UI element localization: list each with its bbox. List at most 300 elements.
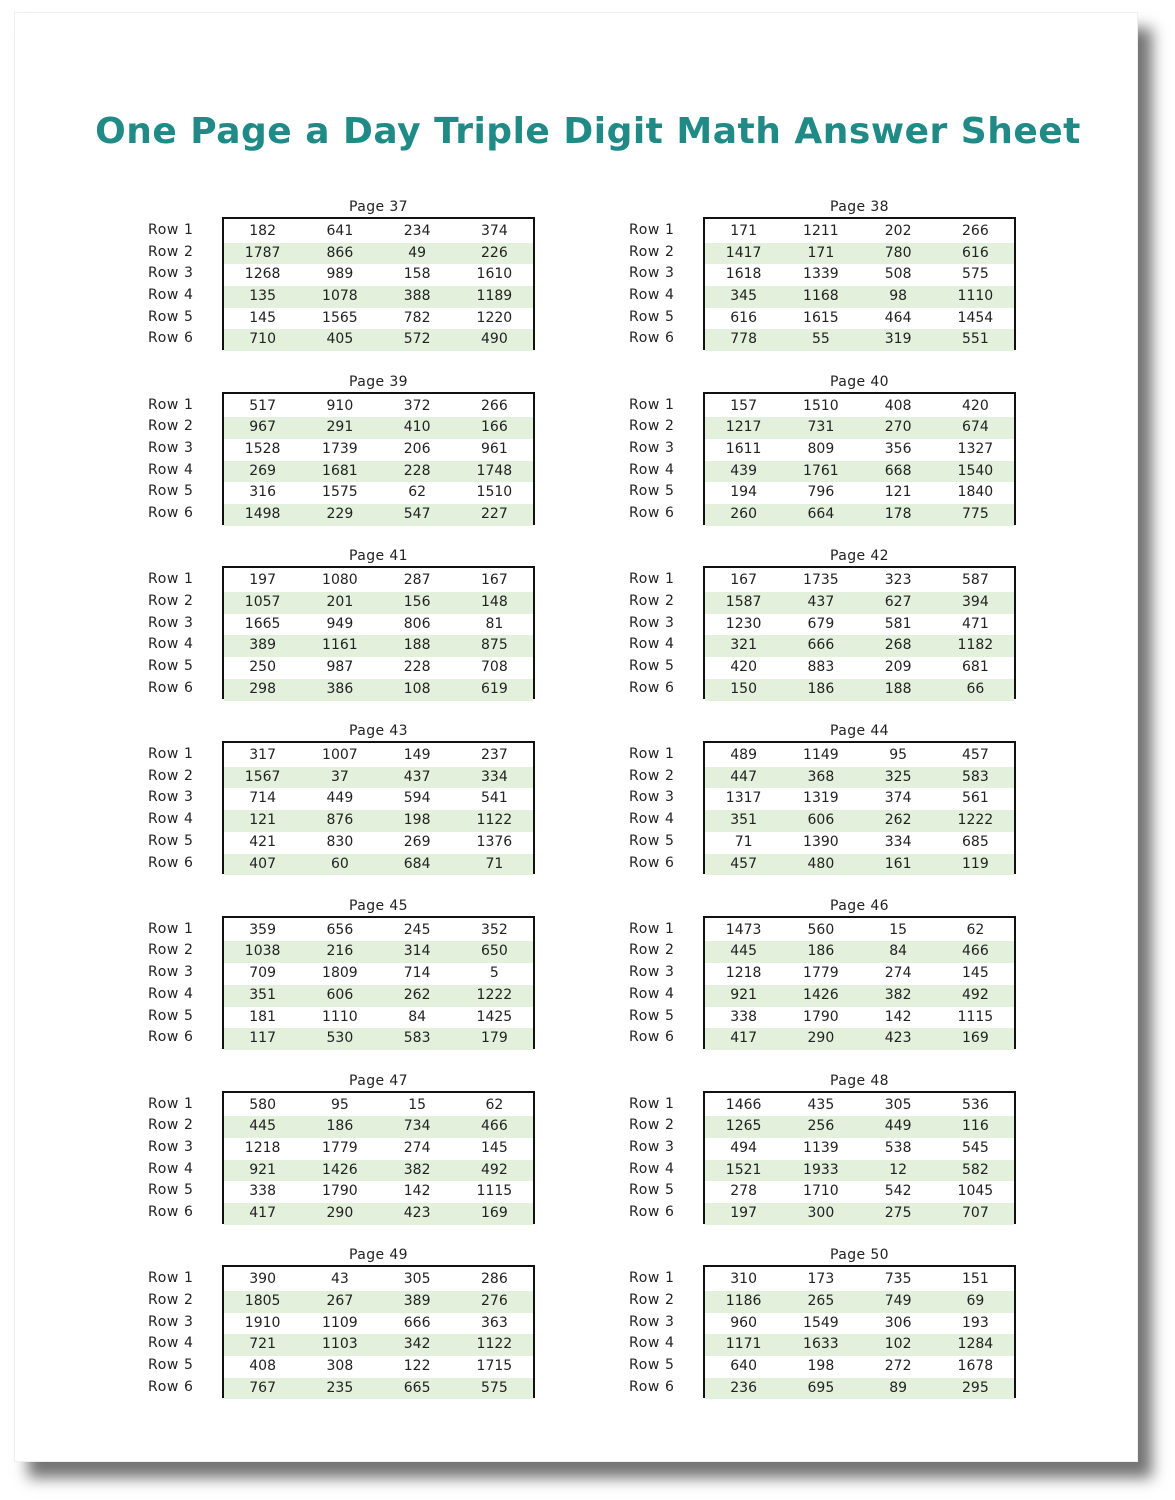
answer-cell: 547	[403, 506, 431, 523]
answer-cell: 62	[485, 1096, 504, 1113]
answer-cell: 275	[884, 1204, 912, 1221]
row-label: Row 3	[629, 1138, 675, 1155]
answer-cell: 435	[807, 1096, 835, 1113]
answer-cell: 359	[249, 921, 276, 938]
row-labels	[629, 566, 699, 699]
answer-cell: 545	[962, 1139, 989, 1156]
answer-cell: 967	[249, 419, 276, 436]
answer-cell: 202	[884, 223, 912, 239]
answer-cell: 226	[481, 244, 508, 261]
row-label: Row 4	[148, 287, 194, 304]
table-row	[224, 439, 533, 461]
answer-cell: 1149	[803, 747, 839, 764]
answer-cell: 269	[403, 833, 431, 850]
answer-cell: 186	[807, 680, 835, 697]
answer-block	[148, 723, 528, 898]
row-label: Row 6	[148, 505, 194, 522]
answer-cell: 305	[884, 1096, 912, 1113]
table-row	[705, 788, 1014, 810]
answer-cell: 1078	[322, 288, 358, 305]
answer-cell: 234	[403, 223, 431, 239]
answer-cell: 363	[481, 1314, 508, 1331]
answer-cell: 1109	[322, 1314, 358, 1331]
page-label: Page 40	[830, 373, 889, 390]
answer-cell: 420	[730, 659, 757, 676]
table-row	[224, 832, 533, 854]
answer-cell: 464	[884, 309, 912, 326]
answer-cell: 1633	[803, 1336, 839, 1353]
table-row	[705, 941, 1014, 963]
answer-cell: 151	[962, 1271, 989, 1288]
answer-cell: 201	[326, 594, 354, 611]
answer-cell: 714	[403, 965, 431, 982]
answer-cell: 408	[249, 1357, 276, 1374]
row-label: Row 3	[148, 1313, 194, 1330]
row-label: Row 5	[629, 1007, 675, 1024]
answer-cell: 1933	[803, 1161, 839, 1178]
row-label: Row 3	[629, 1313, 675, 1330]
answer-cell: 681	[962, 659, 989, 676]
answer-cell: 300	[807, 1204, 835, 1221]
answer-cell: 1681	[322, 462, 358, 479]
answer-cell: 627	[884, 594, 912, 611]
answer-cell: 351	[249, 986, 276, 1003]
answer-cell: 171	[730, 223, 757, 239]
answer-cell: 1611	[725, 441, 762, 458]
table-row	[705, 1007, 1014, 1029]
answer-cell: 606	[326, 986, 354, 1003]
row-label: Row 5	[629, 308, 675, 325]
table-row	[224, 745, 533, 767]
row-label: Row 5	[148, 1182, 194, 1199]
row-labels	[629, 741, 699, 874]
answer-cell: 290	[326, 1204, 354, 1221]
answer-cell: 66	[966, 680, 985, 697]
answer-cell: 1038	[244, 943, 281, 960]
answer-cell: 89	[889, 1379, 908, 1396]
answer-cell: 1339	[803, 266, 839, 283]
row-label: Row 2	[148, 942, 194, 959]
answer-cell: 121	[884, 484, 912, 501]
answer-cell: 780	[884, 244, 912, 261]
row-label: Row 5	[629, 658, 675, 675]
answer-cell: 1739	[322, 441, 358, 458]
answer-cell: 158	[403, 266, 431, 283]
row-label: Row 1	[148, 222, 194, 238]
answer-cell: 150	[730, 680, 757, 697]
answer-cell: 194	[730, 484, 757, 501]
row-label: Row 3	[629, 614, 675, 631]
row-label: Row 5	[148, 1356, 194, 1373]
answer-cell: 423	[884, 1030, 912, 1047]
answer-cell: 81	[485, 615, 504, 632]
row-label: Row 4	[148, 985, 194, 1002]
answer-cell: 49	[408, 244, 427, 261]
answer-cell: 334	[884, 833, 912, 850]
answer-cell: 749	[884, 1292, 912, 1309]
answer-cell: 382	[884, 986, 912, 1003]
answer-cell: 394	[962, 594, 989, 611]
answer-cell: 216	[326, 943, 354, 960]
answer-cell: 268	[884, 637, 912, 654]
table-row	[224, 482, 533, 504]
answer-cell: 449	[884, 1118, 912, 1135]
page-label: Page 37	[349, 199, 408, 215]
answer-cell: 156	[403, 594, 431, 611]
answer-cell: 272	[884, 1357, 912, 1374]
answer-cell: 1840	[957, 484, 994, 501]
answer-cell: 1230	[725, 615, 762, 632]
row-label: Row 6	[629, 1029, 675, 1046]
table-row	[705, 1356, 1014, 1378]
answer-cell: 1498	[244, 506, 281, 523]
row-label: Row 1	[148, 571, 194, 588]
answer-cell: 390	[249, 1271, 276, 1288]
answer-block	[629, 199, 1009, 374]
answer-cell: 457	[962, 747, 989, 764]
answer-cell: 338	[249, 1183, 276, 1200]
answer-cell: 267	[326, 1292, 354, 1309]
answer-cell: 423	[403, 1204, 431, 1221]
row-label: Row 4	[148, 461, 194, 478]
answer-cell: 695	[807, 1379, 835, 1396]
table-row	[705, 985, 1014, 1007]
answer-cell: 1417	[725, 244, 762, 261]
answer-cell: 206	[403, 441, 431, 458]
row-label: Row 5	[148, 832, 194, 849]
answer-cell: 437	[807, 594, 835, 611]
answer-cell: 316	[249, 484, 276, 501]
answer-cell: 656	[326, 921, 354, 938]
row-label: Row 5	[148, 1007, 194, 1024]
answer-cell: 1220	[476, 309, 513, 326]
answer-table	[703, 916, 1016, 1049]
row-label: Row 3	[148, 440, 194, 457]
page-label: Page 46	[830, 897, 889, 914]
answer-cell: 1115	[957, 1008, 994, 1025]
answer-cell: 949	[326, 615, 354, 632]
page-label: Page 38	[830, 199, 889, 215]
answer-table	[222, 217, 535, 350]
answer-block	[629, 723, 1009, 898]
table-row	[224, 1007, 533, 1029]
answer-block	[148, 898, 528, 1073]
answer-table	[222, 741, 535, 874]
answer-block	[148, 1247, 528, 1422]
row-label: Row 5	[629, 1356, 675, 1373]
answer-cell: 1110	[957, 288, 994, 305]
row-label: Row 5	[148, 483, 194, 500]
row-label: Row 2	[148, 1291, 194, 1308]
answer-cell: 445	[249, 1118, 276, 1135]
table-row	[705, 396, 1014, 418]
answer-cell: 250	[249, 659, 276, 676]
table-row	[705, 1160, 1014, 1182]
answer-cell: 186	[326, 1118, 354, 1135]
row-label: Row 3	[629, 265, 675, 282]
row-label: Row 4	[629, 1160, 675, 1177]
answer-cell: 410	[403, 419, 431, 436]
answer-cell: 121	[249, 812, 276, 829]
answer-cell: 489	[730, 747, 757, 764]
row-label: Row 6	[629, 854, 675, 871]
answer-cell: 15	[889, 921, 908, 938]
table-row	[705, 417, 1014, 439]
row-label: Row 1	[148, 920, 194, 937]
table-row	[224, 592, 533, 614]
row-label: Row 4	[629, 985, 675, 1002]
answer-cell: 449	[326, 790, 354, 807]
row-label: Row 1	[629, 746, 675, 763]
answer-table	[222, 392, 535, 525]
answer-cell: 265	[807, 1292, 835, 1309]
table-row	[224, 1356, 533, 1378]
row-labels	[148, 916, 218, 1049]
answer-cell: 1211	[803, 223, 839, 239]
table-row	[224, 767, 533, 789]
table-row	[705, 767, 1014, 789]
table-row	[224, 1203, 533, 1225]
answer-cell: 108	[403, 680, 431, 697]
answer-cell: 775	[962, 506, 989, 523]
table-row	[224, 920, 533, 942]
answer-cell: 674	[962, 419, 989, 436]
answer-cell: 60	[330, 855, 349, 872]
table-row	[705, 286, 1014, 308]
row-label: Row 2	[148, 593, 194, 610]
table-row	[705, 461, 1014, 483]
answer-cell: 167	[481, 572, 508, 589]
answer-cell: 237	[481, 747, 508, 764]
row-label: Row 3	[629, 440, 675, 457]
answer-cell: 389	[403, 1292, 431, 1309]
row-label: Row 6	[629, 1378, 675, 1395]
answer-cell: 374	[481, 223, 508, 239]
answer-cell: 1710	[803, 1183, 839, 1200]
row-label: Row 2	[148, 418, 194, 435]
row-label: Row 6	[148, 330, 194, 347]
table-row	[705, 854, 1014, 876]
answer-cell: 389	[249, 637, 276, 654]
answer-cell: 1284	[957, 1336, 994, 1353]
answer-cell: 62	[408, 484, 427, 501]
answer-cell: 269	[249, 462, 276, 479]
answer-cell: 538	[884, 1139, 912, 1156]
answer-cell: 145	[481, 1139, 508, 1156]
answer-table	[222, 1091, 535, 1224]
answer-cell: 530	[326, 1030, 354, 1047]
row-label: Row 2	[629, 1117, 675, 1134]
answer-cell: 262	[403, 986, 431, 1003]
page-label: Page 45	[349, 897, 408, 914]
answer-cell: 157	[730, 397, 757, 414]
answer-cell: 198	[807, 1357, 835, 1374]
answer-cell: 1265	[725, 1118, 762, 1135]
row-label: Row 2	[148, 243, 194, 260]
answer-cell: 181	[249, 1008, 276, 1025]
answer-cell: 1454	[957, 309, 994, 326]
answer-cell: 295	[962, 1379, 989, 1396]
answer-cell: 122	[403, 1357, 431, 1374]
row-label: Row 6	[629, 679, 675, 696]
answer-cell: 1510	[803, 397, 839, 414]
answer-cell: 707	[962, 1204, 989, 1221]
table-row	[224, 614, 533, 636]
answer-cell: 278	[730, 1183, 757, 1200]
answer-cell: 188	[884, 680, 912, 697]
answer-cell: 260	[730, 506, 757, 523]
table-row	[705, 920, 1014, 942]
row-label: Row 1	[148, 1095, 194, 1112]
answer-cell: 166	[481, 419, 508, 436]
row-label: Row 1	[629, 1095, 675, 1112]
answer-cell: 368	[807, 768, 835, 785]
answer-cell: 876	[326, 812, 354, 829]
answer-cell: 1510	[476, 484, 513, 501]
answer-cell: 685	[962, 833, 989, 850]
answer-cell: 1761	[803, 462, 839, 479]
answer-cell: 1715	[476, 1357, 513, 1374]
answer-cell: 960	[730, 1314, 757, 1331]
row-label: Row 1	[629, 396, 675, 413]
table-row	[224, 657, 533, 679]
row-label: Row 4	[629, 1335, 675, 1352]
row-label: Row 1	[629, 1270, 675, 1287]
row-label: Row 5	[629, 832, 675, 849]
answer-cell: 679	[807, 615, 835, 632]
answer-cell: 1390	[803, 833, 839, 850]
answer-block	[148, 199, 528, 374]
answer-cell: 1103	[322, 1336, 358, 1353]
answer-cell: 98	[889, 288, 908, 305]
answer-cell: 1779	[322, 1139, 358, 1156]
answer-cell: 186	[807, 943, 835, 960]
answer-cell: 1615	[803, 309, 839, 326]
answer-cell: 734	[403, 1118, 431, 1135]
answer-cell: 117	[249, 1030, 276, 1047]
answer-cell: 1327	[957, 441, 994, 458]
row-label: Row 2	[148, 767, 194, 784]
row-label: Row 6	[629, 330, 675, 347]
table-row	[705, 504, 1014, 526]
table-row	[705, 1181, 1014, 1203]
answer-cell: 1317	[725, 790, 762, 807]
answer-cell: 95	[889, 747, 908, 764]
table-row	[224, 788, 533, 810]
answer-cell: 542	[884, 1183, 912, 1200]
answer-cell: 323	[884, 572, 912, 589]
answer-block	[629, 1073, 1009, 1248]
answer-cell: 471	[962, 615, 989, 632]
table-row	[705, 1095, 1014, 1117]
row-label: Row 1	[148, 746, 194, 763]
answer-cell: 664	[807, 506, 835, 523]
answer-cell: 37	[330, 768, 349, 785]
answer-cell: 1567	[244, 768, 281, 785]
row-label: Row 2	[629, 942, 675, 959]
answer-cell: 314	[403, 943, 431, 960]
answer-table	[703, 741, 1016, 874]
row-label: Row 3	[148, 265, 194, 282]
row-label: Row 2	[629, 1291, 675, 1308]
answer-cell: 1122	[476, 1336, 513, 1353]
answer-cell: 69	[966, 1292, 985, 1309]
answer-cell: 767	[249, 1379, 276, 1396]
answer-block	[148, 374, 528, 549]
answer-cell: 580	[249, 1096, 276, 1113]
answer-cell: 325	[884, 768, 912, 785]
answer-cell: 1565	[322, 309, 358, 326]
answer-cell: 256	[807, 1118, 835, 1135]
answer-cell: 665	[403, 1379, 431, 1396]
answer-block	[629, 898, 1009, 1073]
answer-cell: 167	[730, 572, 757, 589]
answer-cell: 135	[249, 288, 276, 305]
row-labels	[629, 217, 699, 350]
answer-cell: 490	[481, 331, 508, 348]
answer-cell: 731	[807, 419, 835, 436]
row-label: Row 2	[629, 243, 675, 260]
answer-cell: 1168	[803, 288, 839, 305]
row-label: Row 5	[148, 308, 194, 325]
answer-cell: 1376	[476, 833, 513, 850]
answer-cell: 317	[249, 747, 276, 764]
answer-cell: 541	[481, 790, 508, 807]
answer-cell: 408	[884, 397, 912, 414]
answer-cell: 372	[403, 397, 431, 414]
answer-cell: 145	[962, 965, 989, 982]
table-row	[705, 592, 1014, 614]
answer-cell: 169	[962, 1030, 989, 1047]
answer-cell: 494	[730, 1139, 757, 1156]
answer-cell: 561	[962, 790, 989, 807]
answer-cell: 921	[249, 1161, 276, 1178]
row-label: Row 3	[148, 614, 194, 631]
answer-cell: 197	[249, 572, 276, 589]
table-row	[705, 221, 1014, 243]
answer-cell: 382	[403, 1161, 431, 1178]
row-labels	[148, 1265, 218, 1398]
table-row	[224, 1116, 533, 1138]
answer-cell: 71	[734, 833, 753, 850]
answer-cell: 437	[403, 768, 431, 785]
answer-cell: 421	[249, 833, 276, 850]
answer-cell: 405	[326, 331, 354, 348]
answer-cell: 1189	[476, 288, 513, 305]
answer-cell: 921	[730, 986, 757, 1003]
answer-cell: 1910	[244, 1314, 281, 1331]
table-row	[705, 329, 1014, 351]
table-row	[705, 745, 1014, 767]
answer-cell: 809	[807, 441, 835, 458]
answer-table	[222, 566, 535, 699]
answer-cell: 1735	[803, 572, 839, 589]
answer-cell: 1182	[957, 637, 994, 654]
answer-cell: 198	[403, 812, 431, 829]
answer-cell: 606	[807, 812, 835, 829]
row-labels	[629, 392, 699, 525]
answer-cell: 12	[889, 1161, 908, 1178]
row-label: Row 5	[148, 658, 194, 675]
answer-cell: 987	[326, 659, 354, 676]
answer-cell: 778	[730, 331, 757, 348]
answer-cell: 229	[326, 506, 354, 523]
answer-cell: 1790	[322, 1183, 358, 1200]
row-label: Row 3	[148, 964, 194, 981]
row-label: Row 2	[629, 418, 675, 435]
answer-cell: 714	[249, 790, 276, 807]
answer-cell: 235	[326, 1379, 354, 1396]
